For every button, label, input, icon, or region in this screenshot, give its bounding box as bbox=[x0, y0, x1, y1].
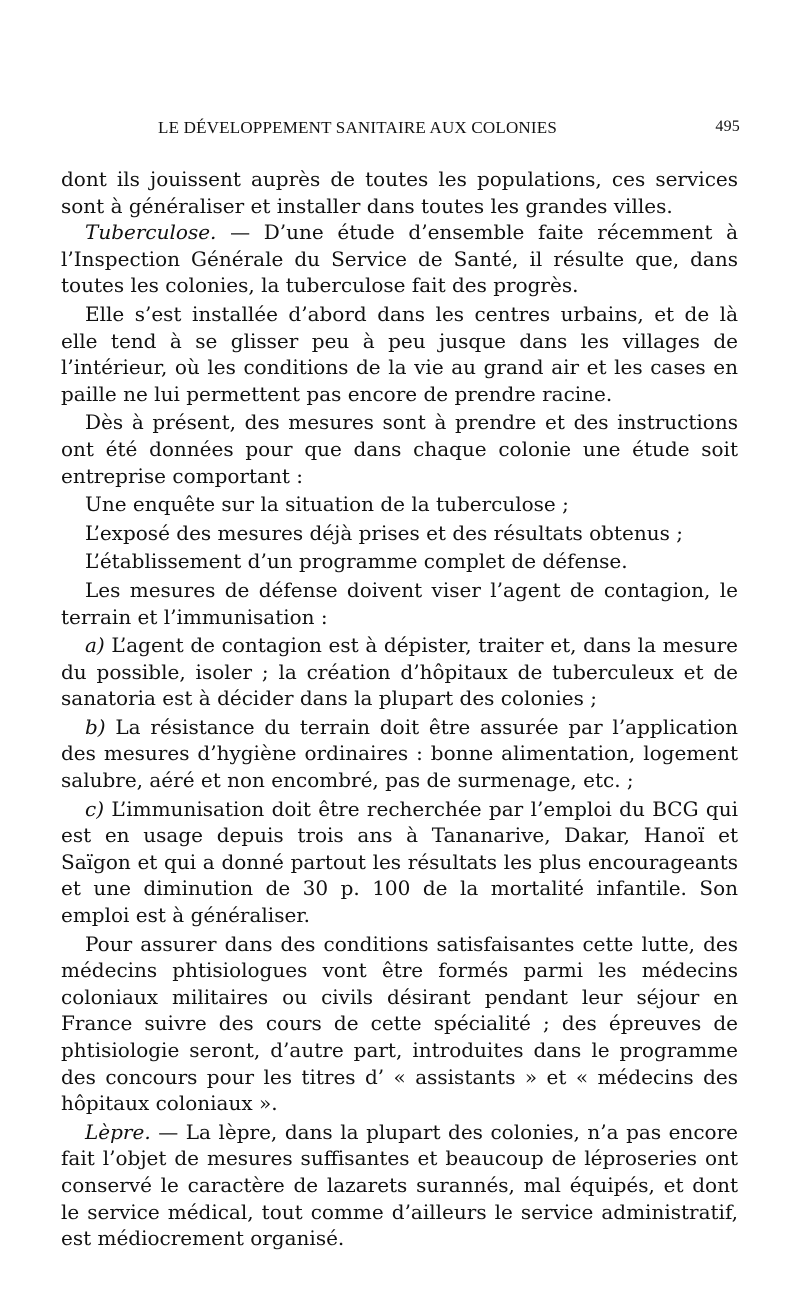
running-title: LE DÉVELOPPEMENT SANITAIRE AUX COLONIES bbox=[158, 118, 557, 137]
paragraph-continuation bbox=[61, 166, 738, 219]
list-marker: b) bbox=[85, 714, 106, 739]
list-item-b bbox=[61, 714, 738, 794]
section-heading-tuberculose: Tuberculose. bbox=[85, 220, 217, 245]
list-item bbox=[61, 520, 738, 547]
list-marker: c) bbox=[85, 796, 105, 821]
running-header bbox=[60, 118, 740, 144]
list-item-c bbox=[61, 796, 738, 929]
paragraph-lepre bbox=[61, 1119, 738, 1252]
paragraph bbox=[61, 931, 738, 1117]
list-item bbox=[61, 491, 738, 518]
paragraph-text: Dès à présent, des mesures sont à prendre et des instructions ont été données pour que dans chaque colonie une étude soit entreprise comportant : bbox=[61, 410, 738, 488]
paragraph-text: L’agent de contagion est à dépister, traiter et, dans la mesure du possible, isoler ; la création d’hôpitaux de tuberculeux et de sanatoria est à décider dans la plupart des colonies ; bbox=[61, 633, 738, 711]
list-item bbox=[61, 548, 738, 575]
paragraph bbox=[61, 577, 738, 630]
paragraph-text: Pour assurer dans des conditions satisfaisantes cette lutte, des médecins phtisiologues vont être formés parmi les médecins coloniaux militaires ou civils désirant pendant leur séjour en France suivre des cours de cette spécialité ; des épreuves de phtisiologie seront, d’autre part, introduites dans le programme des concours pour les titres d’ « assistants » et « médecins des hôpitaux coloniaux ». bbox=[61, 931, 738, 1116]
paragraph-text: L’exposé des mesures déjà prises et des résultats obtenus ; bbox=[85, 520, 683, 545]
paragraph bbox=[61, 409, 738, 489]
paragraph-text: La résistance du terrain doit être assurée par l’application des mesures d’hygiène ordinaires : bonne alimentation, logement salubre, aéré et non encombré, pas de surmenage, etc. ; bbox=[61, 714, 738, 793]
list-item-a bbox=[61, 632, 738, 712]
paragraph-text: — D’une étude d’ensemble faite récemment à l’Inspection Générale du Service de Santé, il résulte que, dans toutes les colonies, la tuberculose fait des progrès. bbox=[61, 220, 738, 298]
section-heading-lepre: Lèpre. bbox=[85, 1119, 151, 1144]
paragraph-text: Elle s’est installée d’abord dans les centres urbains, et de là elle tend à se glisser peu à peu jusque dans les villages de l’intérieur, où les conditions de la vie au grand air et les cases en paille ne lui permettent pas encore de prendre racine. bbox=[61, 301, 738, 406]
paragraph-text: dont ils jouissent auprès de toutes les populations, ces services sont à généraliser et installer dans toutes les grandes villes. bbox=[61, 167, 738, 218]
paragraph bbox=[61, 301, 738, 407]
paragraph-text: Une enquête sur la situation de la tuberculose ; bbox=[85, 492, 569, 517]
list-marker: a) bbox=[85, 633, 105, 658]
paragraph-text: Les mesures de défense doivent viser l’agent de contagion, le terrain et l’immunisation : bbox=[61, 577, 738, 629]
paragraph-tuberculose bbox=[61, 219, 738, 299]
paragraph-text: L’immunisation doit être recherchée par l’emploi du BCG qui est en usage depuis trois ans à Tananarive, Dakar, Hanoï et Saïgon et qui a donné partout les résultats les plus encourageants et une diminution de 30 p. 100 de la mortalité infantile. Son emploi est à généraliser. bbox=[61, 796, 738, 928]
body-text bbox=[61, 166, 738, 1252]
page-number: 495 bbox=[715, 118, 740, 135]
paragraph-text: — La lèpre, dans la plupart des colonies, n’a pas encore fait l’objet de mesures suffisantes et beaucoup de léproseries ont conservé le caractère de lazarets surannés, mal équipés, et dont le service médical, tout comme d’ailleurs le service administratif, est médiocrement organisé. bbox=[61, 1119, 738, 1251]
paragraph-text: L’établissement d’un programme complet de défense. bbox=[85, 549, 628, 574]
